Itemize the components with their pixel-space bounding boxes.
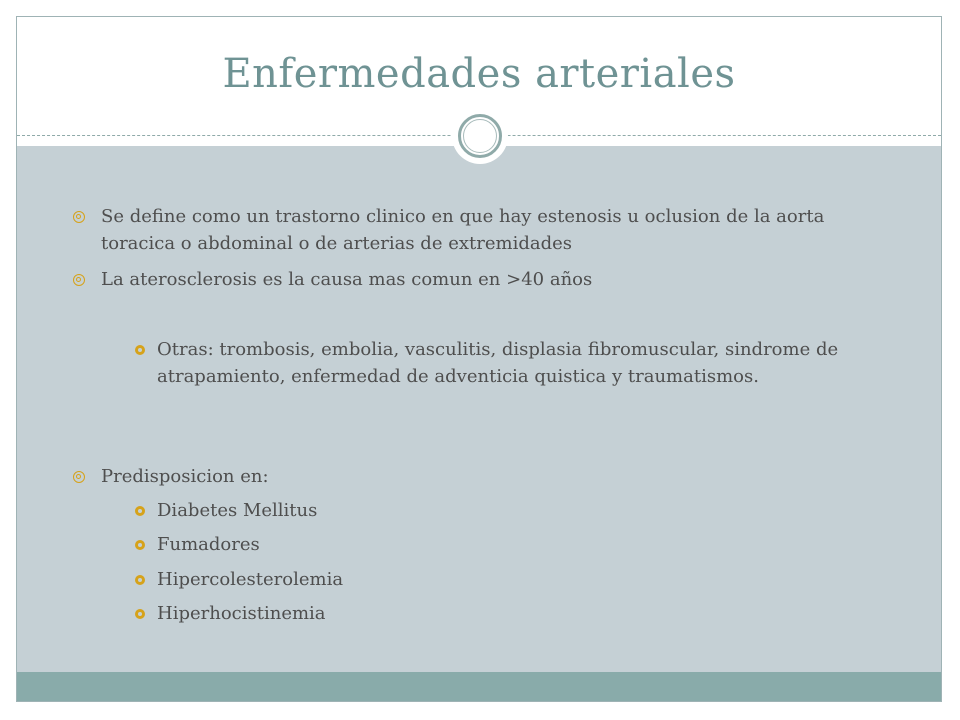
- dot-bullet-icon: [135, 609, 145, 619]
- bullet-text: Fumadores: [157, 534, 260, 555]
- bullet-text: Hiperhocistinemia: [157, 603, 326, 624]
- ring-bullet-icon: [73, 274, 85, 286]
- bullet-item: [101, 266, 881, 293]
- bullet-text: Diabetes Mellitus: [157, 500, 318, 521]
- slide-frame: [16, 16, 942, 702]
- bullet-text: Otras: trombosis, embolia, vasculitis, displasia fibromuscular, sindrome de atrapamiento, enfermedad de adventicia quistica y traumatismos.: [157, 339, 839, 387]
- ring-bullet-icon: [73, 211, 85, 223]
- sub-bullet-item: [157, 497, 857, 524]
- slide-title: Enfermedades arteriales: [222, 51, 736, 97]
- dot-bullet-icon: [135, 575, 145, 585]
- sub-bullet-item: [157, 600, 857, 627]
- ring-bullet-icon: [73, 471, 85, 483]
- bullet-text: Se define como un trastorno clinico en que hay estenosis u oclusion de la aorta toracica o abdominal o de arterias de extremidades: [101, 206, 825, 254]
- bottom-band: [17, 672, 941, 702]
- dot-bullet-icon: [135, 540, 145, 550]
- dot-bullet-icon: [135, 345, 145, 355]
- circle-ornament-inner: [463, 119, 497, 153]
- sub-bullet-item: [157, 336, 857, 390]
- sub-bullet-item: [157, 566, 857, 593]
- dot-bullet-icon: [135, 506, 145, 516]
- bullet-text: Predisposicion en:: [101, 466, 269, 487]
- bullet-item: [101, 463, 881, 490]
- bullet-text: Hipercolesterolemia: [157, 569, 344, 590]
- bullet-text: La aterosclerosis es la causa mas comun en >40 años: [101, 269, 593, 290]
- bullet-item: [101, 203, 881, 257]
- sub-bullet-item: [157, 531, 857, 558]
